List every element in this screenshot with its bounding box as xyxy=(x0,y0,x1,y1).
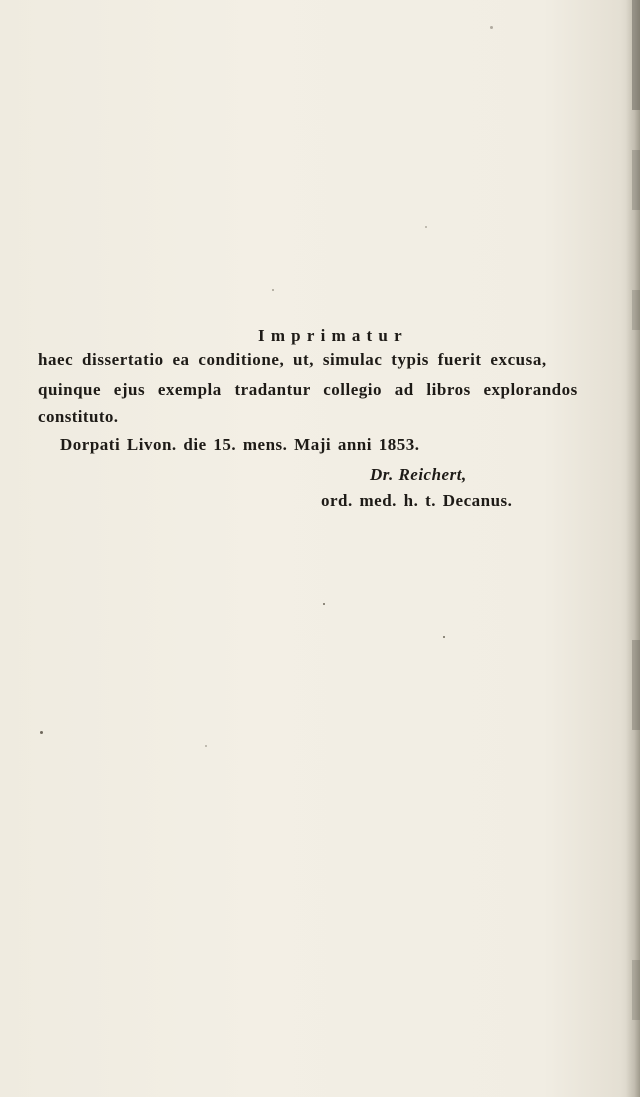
signer-name: Dr. Reichert, xyxy=(370,465,467,484)
paper-speck xyxy=(205,745,207,747)
paper-speck xyxy=(272,289,274,291)
date-line: Dorpati Livon. die 15. mens. Maji anni 1853. xyxy=(60,435,420,454)
page-edge-mark xyxy=(632,290,640,330)
paper-speck xyxy=(490,26,493,29)
body-line-1: haec dissertatio ea conditione, ut, simulac typis fuerit excusa, xyxy=(38,350,547,369)
bleed-through-shadow xyxy=(150,60,570,280)
signer-title: ord. med. h. t. Decanus. xyxy=(321,491,513,510)
page-edge-mark xyxy=(632,0,640,110)
paper-speck xyxy=(323,603,325,605)
page-edge-mark xyxy=(632,960,640,1020)
imprimatur-heading: Imprimatur xyxy=(258,326,408,345)
page-edge-mark xyxy=(632,150,640,210)
paper-speck xyxy=(443,636,445,638)
body-line-3: constituto. xyxy=(38,407,119,426)
paper-speck xyxy=(425,226,427,228)
paper-speck xyxy=(40,731,43,734)
body-line-2: quinque ejus exempla tradantur collegio ad libros explorandos xyxy=(38,380,578,399)
page-edge-mark xyxy=(632,640,640,730)
